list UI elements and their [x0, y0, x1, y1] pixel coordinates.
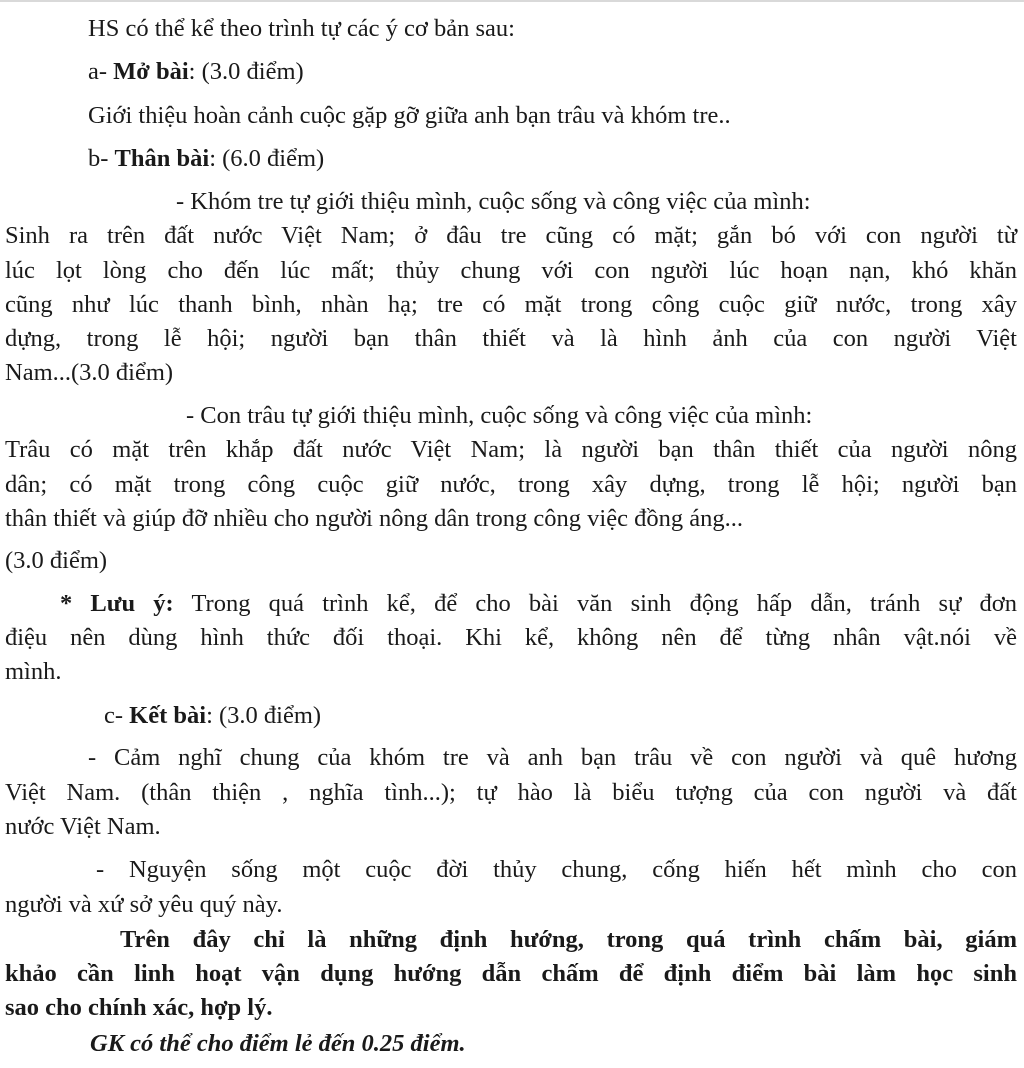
- feeling-line: - Cảm nghĩ chung của khóm tre và anh bạn trâu về con người và quê hương: [88, 744, 1017, 771]
- buffalo-line: (3.0 điểm): [5, 547, 108, 574]
- bamboo-line: dựng, trong lễ hội; người bạn thân thiết và là hình ảnh của con người Việt: [5, 325, 1017, 352]
- buffalo-line: thân thiết và giúp đỡ nhiều cho người nông dân trong công việc đồng áng...: [5, 505, 743, 532]
- feeling-line: Việt Nam. (thân thiện , nghĩa tình...); tự hào là biểu tượng của con người và đất: [5, 779, 1017, 806]
- buffalo-line: dân; có mặt trong công cuộc giữ nước, trong xây dựng, trong lễ hội; người bạn: [5, 471, 1017, 498]
- note-label: * Lưu ý:: [60, 590, 174, 617]
- intro-line: HS có thể kể theo trình tự các ý cơ bản sau:: [88, 15, 515, 42]
- section-a-label: Mở bài: [113, 58, 189, 85]
- section-c-prefix: c-: [104, 702, 130, 729]
- section-a-prefix: a-: [88, 58, 114, 85]
- section-b-score: : (6.0 điểm): [209, 145, 325, 172]
- section-b-label: Thân bài: [114, 145, 210, 172]
- section-a-score: : (3.0 điểm): [188, 58, 304, 85]
- note-line: mình.: [5, 658, 62, 685]
- section-c-label: Kết bài: [129, 702, 207, 729]
- section-c-score: : (3.0 điểm): [206, 702, 322, 729]
- note-text: Trong quá trình kể, để cho bài văn sinh động hấp dẫn, tránh sự đơn: [173, 590, 1017, 617]
- buffalo-line: - Con trâu tự giới thiệu mình, cuộc sống và công việc của mình:: [186, 402, 813, 429]
- bamboo-line: lúc lọt lòng cho đến lúc mất; thủy chung với con người lúc hoạn nạn, khó khăn: [5, 257, 1017, 284]
- section-b-prefix: b-: [88, 145, 115, 172]
- footer-note: GK có thể cho điểm lẻ đến 0.25 điểm.: [90, 1030, 466, 1057]
- section-b-heading: [88, 142, 324, 177]
- buffalo-line: Trâu có mặt trên khắp đất nước Việt Nam; là người bạn thân thiết của người nông: [5, 436, 1017, 463]
- wish-line: người và xứ sở yêu quý này.: [5, 891, 283, 918]
- wish-line: - Nguyện sống một cuộc đời thủy chung, cống hiến hết mình cho con: [96, 856, 1017, 883]
- bamboo-line: cũng như lúc thanh bình, nhàn hạ; tre có mặt trong công cuộc giữ nước, trong xây: [5, 291, 1017, 318]
- guidance-line: sao cho chính xác, hợp lý.: [5, 994, 273, 1021]
- feeling-line: nước Việt Nam.: [5, 813, 161, 840]
- section-a-heading: [88, 55, 304, 90]
- section-c-heading: [104, 699, 321, 734]
- top-divider: [0, 0, 1024, 2]
- note-line: điệu nên dùng hình thức đối thoại. Khi kể, không nên để từng nhân vật.nói về: [5, 624, 1017, 651]
- bamboo-line: Sinh ra trên đất nước Việt Nam; ở đâu tre cũng có mặt; gắn bó với con người từ: [5, 222, 1017, 249]
- bamboo-line: - Khóm tre tự giới thiệu mình, cuộc sống và công việc của mình:: [176, 188, 811, 215]
- guidance-line: khảo cần linh hoạt vận dụng hướng dẫn chấm để định điểm bài làm học sinh: [5, 960, 1017, 987]
- note-line: [60, 587, 1017, 622]
- bamboo-line: Nam...(3.0 điểm): [5, 359, 174, 386]
- guidance-line: Trên đây chỉ là những định hướng, trong quá trình chấm bài, giám: [120, 926, 1017, 953]
- section-a-content: Giới thiệu hoàn cảnh cuộc gặp gỡ giữa anh bạn trâu và khóm tre..: [88, 102, 731, 129]
